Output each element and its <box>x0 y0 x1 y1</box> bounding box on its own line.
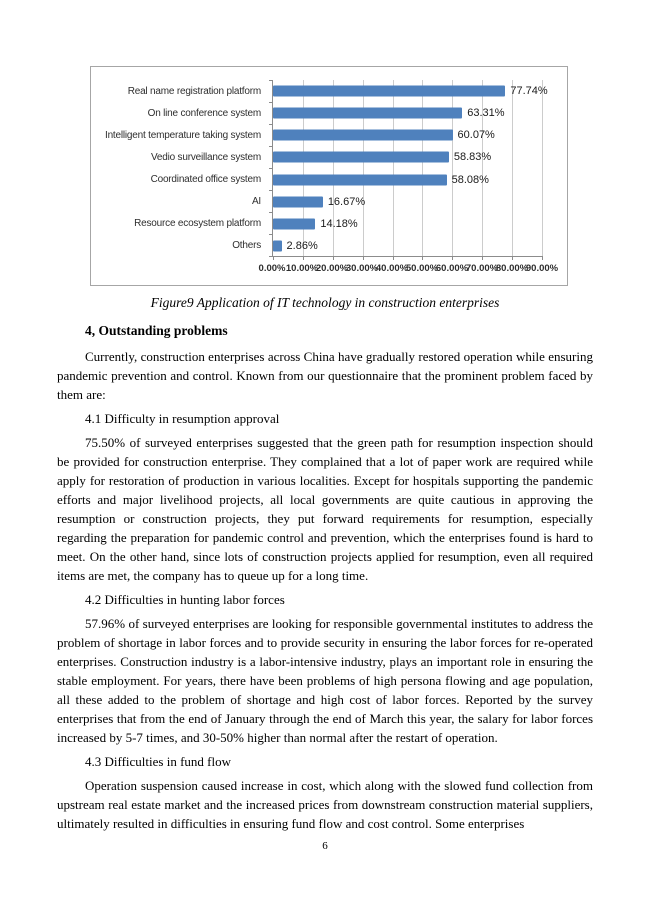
category-label: Coordinated office system <box>150 174 261 186</box>
x-axis-tick <box>542 256 543 260</box>
bar <box>273 152 449 163</box>
chart-plot-area <box>272 80 548 257</box>
x-axis-tick-label: 80.00% <box>495 263 529 274</box>
chart-value-axis <box>258 263 559 277</box>
bar-row <box>273 80 548 102</box>
section-heading: 4, Outstanding problems <box>85 323 228 338</box>
bar-row <box>273 146 542 168</box>
paragraph: 57.96% of surveyed enterprises are looking for responsible governmental institutes to address the problem of shortage in labor forces and to provide security in ensuring the labor forces for re-operated enterprises. Construction industry is a labor-intensive industry, plays an important role in ensuring the stable employment. For years, there have been problems of high persona flowing and age population, all these added to the problem of shortage and high cost of labor forces. Reported by the survey enterprises that from the end of January through the end of March this year, the salary for labor forces increased by 5-7 times, and 30-50% higher than normal after the restart of operation. <box>57 616 593 745</box>
bar-value-label: 2.86% <box>286 239 318 252</box>
x-axis-tick-label: 10.00% <box>285 263 319 274</box>
bar-value-label: 63.31% <box>467 107 505 120</box>
bar <box>273 196 323 207</box>
bar <box>273 174 447 185</box>
category-label: AI <box>251 196 261 208</box>
bar <box>273 108 462 119</box>
category-label: On line conference system <box>147 107 261 119</box>
bar-row <box>273 124 542 146</box>
bar-row <box>273 235 542 257</box>
subsection-heading: 4.1 Difficulty in resumption approval <box>85 411 280 426</box>
bar-value-label: 16.67% <box>327 195 366 208</box>
bar-row <box>273 191 542 213</box>
bar <box>273 86 505 97</box>
x-axis-tick-label: 30.00% <box>345 263 379 274</box>
bar-value-label: 58.08% <box>451 173 489 186</box>
category-label: Real name registration platform <box>127 85 261 97</box>
category-label: Resource ecosystem platform <box>134 218 261 230</box>
bar-value-label: 14.18% <box>320 217 358 230</box>
figure-caption: Figure9 Application of IT technology in construction enterprises <box>150 295 500 310</box>
paragraph: Currently, construction enterprises across China have gradually restored operation while ensuring pandemic prevention and control. Known from our questionnaire that the prominent problem faced by them are: <box>57 349 593 402</box>
document-text-body <box>57 293 593 837</box>
x-axis-tick-label: 20.00% <box>315 263 349 274</box>
bar-value-label: 60.07% <box>457 129 495 142</box>
bar-value-label: 77.74% <box>510 85 548 98</box>
bar-row <box>273 169 542 191</box>
bar-value-label: 58.83% <box>453 151 492 164</box>
bar-row <box>273 213 542 235</box>
bar <box>273 240 282 251</box>
category-label: Others <box>232 240 261 252</box>
category-label: Vedio surveillance system <box>150 151 261 163</box>
chart-category-axis <box>91 80 267 257</box>
x-axis-tick-label: 70.00% <box>465 263 499 274</box>
figure-bar-chart <box>90 66 568 286</box>
x-axis-tick-label: 60.00% <box>435 263 469 274</box>
bar <box>273 218 315 229</box>
bar-row <box>273 102 542 124</box>
bar <box>273 130 453 141</box>
paragraph: Operation suspension caused increase in cost, which along with the slowed fund collection from upstream real estate market and the increased prices from downstream construction material suppliers, ultimately resulted in difficulties in ensuring fund flow and cost control. Some enterprises <box>57 778 593 831</box>
gridline <box>542 80 543 256</box>
x-axis-tick-label: 0.00% <box>258 263 286 274</box>
x-axis-tick-label: 40.00% <box>375 263 409 274</box>
sections-container <box>57 321 593 833</box>
category-label: Intelligent temperature taking system <box>104 129 261 141</box>
subsection-heading: 4.2 Difficulties in hunting labor forces <box>85 592 285 607</box>
paragraph: 75.50% of surveyed enterprises suggested that the green path for resumption inspection should be provided for construction enterprise. They complained that a lot of paper work are required while apply for restoration of production in various localities. Except for hospitals supporting the pandemic efforts and major livelihood projects, all local governments are quite cautious in approving the resumption or construction projects, they put forward requirements for resumption, especially regarding the preparation for pandemic control and prevention, which the enterprises found is hard to meet. On the other hand, since lots of construction projects applied for resumption, even all required items are met, the company has to queue up for a long time. <box>57 435 593 583</box>
x-axis-tick-label: 90.00% <box>525 263 559 274</box>
page-number: 6 <box>322 840 328 852</box>
x-axis-tick-label: 50.00% <box>405 263 439 274</box>
subsection-heading: 4.3 Difficulties in fund flow <box>85 754 231 769</box>
